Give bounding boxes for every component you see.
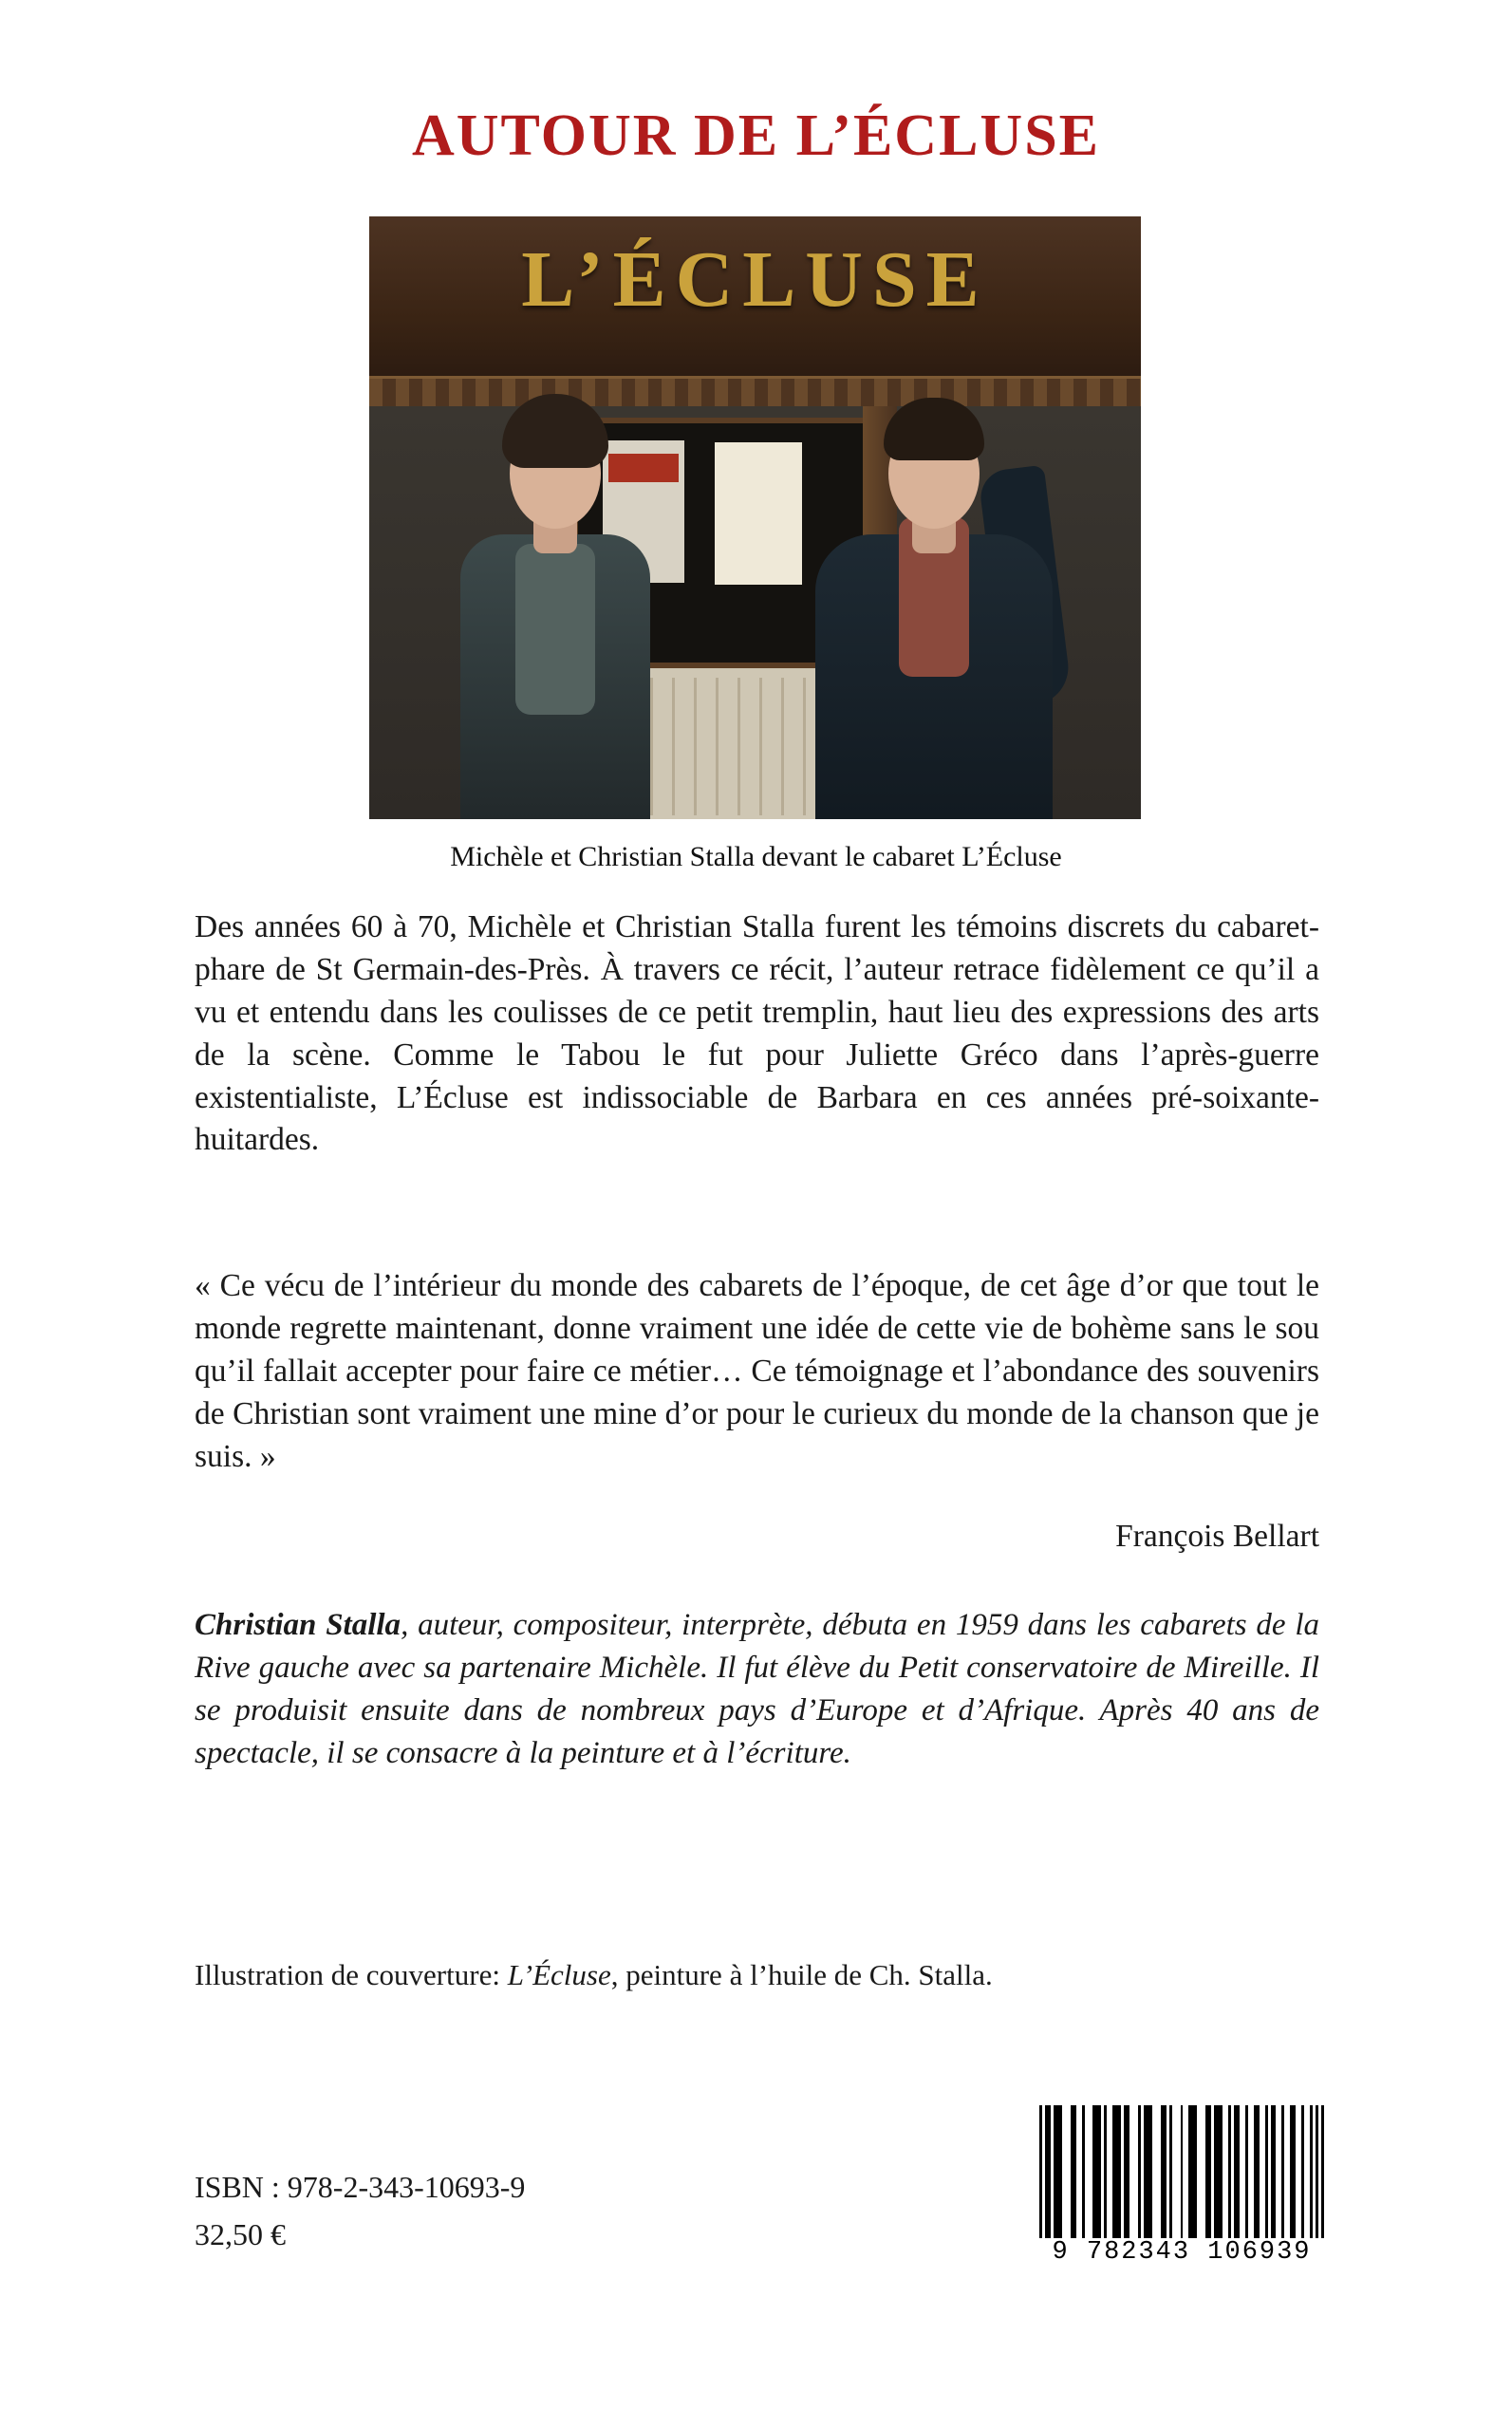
man-hair [884, 398, 984, 460]
author-bio-text: , auteur, compositeur, interprète, débuta en 1959 dans les cabarets de la Rive gauche avec sa partenaire Michèle. Il fut élève du Petit conservatoire de Mireille. Il se produisit ensuite dans de nombreux pays d’Europe et d’Afrique. Après 40 ans de spectacle, il se consacre à la peinture et à l’écriture. [195, 1608, 1320, 1770]
window-menu-card [715, 442, 802, 585]
author-name: Christian Stalla [195, 1608, 401, 1642]
page-title: AUTOUR DE L’ÉCLUSE [411, 103, 1101, 168]
author-bio [195, 1604, 1319, 1775]
barcode-digits: 9 782343 106939 [1052, 2238, 1312, 2267]
ecluse-sign-text: L’ÉCLUSE [521, 235, 989, 324]
isbn-text: ISBN : 978-2-343-10693-9 [195, 2170, 526, 2204]
price-text: 32,50 € [195, 2216, 286, 2251]
cover-photo [369, 216, 1141, 819]
credit-work-title: L’Écluse [507, 1958, 611, 1991]
isbn-price-block [195, 2164, 525, 2258]
cabaret-facade-image [369, 216, 1141, 819]
quote-attribution: François Bellart [1115, 1519, 1319, 1554]
photo-caption: Michèle et Christian Stalla devant le cabaret L’Écluse [450, 841, 1062, 872]
intro-paragraph: Des années 60 à 70, Michèle et Christian Stalla furent les témoins discrets du cabaret-phare de St Germain-des-Près. À travers ce récit, l’auteur retrace fidèlement ce qu’il a vu et entendu dans les coulisses de ce petit tremplin, haut lieu des expressions des arts de la scène. Comme le Tabou le fut pour Juliette Gréco dans l’après-guerre existentialiste, L’Écluse est indissociable de Barbara en ces années pré-soixante-huitardes. [195, 909, 1319, 1158]
barcode-bars [1039, 2105, 1324, 2238]
woman-sweater [515, 544, 595, 715]
quote-paragraph: « Ce vécu de l’intérieur du monde des cabarets de l’époque, de cet âge d’or que tout le monde regrette maintenant, donne vraiment une idée de cette vie de bohème sans le sou qu’il fallait accepter pour faire ce métier… Ce témoignage et l’abondance des souvenirs de Christian sont vraiment une mine d’or pour le curieux du monde de la chanson que je suis. » [195, 1268, 1319, 1474]
credit-prefix: Illustration de couverture: [195, 1958, 500, 1991]
cover-illustration-credit [195, 1955, 1049, 1995]
figure-michele [460, 420, 650, 819]
barcode [1039, 2105, 1324, 2276]
credit-suffix: , peinture à l’huile de Ch. Stalla. [610, 1958, 993, 1991]
figure-christian [815, 383, 1053, 819]
